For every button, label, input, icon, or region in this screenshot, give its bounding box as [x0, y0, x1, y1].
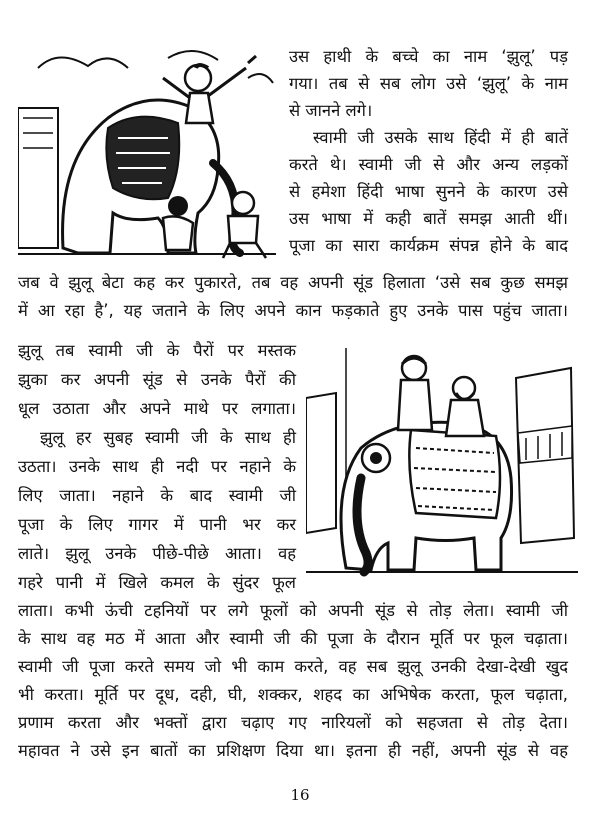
- text-line: में आ रहा है’, यह जताने के लिए अपने कान फड़काते हुए उनके पास पहुंच जाता।: [18, 301, 568, 320]
- text-line: लिए जाता। नहाने के बाद स्वामी जी: [18, 486, 296, 505]
- text-line: झुलू तब स्वामी जी के पैरों पर मस्तक: [18, 341, 296, 360]
- text-line: लाता। कभी ऊंची टहनियों पर लगे फूलों को अपनी सूंड से तोड़ लेता। स्वामी जी: [18, 601, 568, 620]
- text-line: प्रणाम करता और भक्तों द्वारा चढ़ाए गए नारियलों को सहजता से तोड़ देता।: [18, 713, 568, 732]
- text-line: झुलू हर सुबह स्वामी जी के साथ ही: [40, 428, 296, 447]
- text-line: पूजा के लिए गागर में पानी भर कर: [18, 515, 296, 534]
- text-line: लाते। झुलू उनके पीछे-पीछे आता। वह: [18, 544, 296, 563]
- page-number: 16: [290, 786, 310, 804]
- text-line: के साथ वह मठ में आता और स्वामी जी की पूजा के दौरान मूर्ति पर फूल चढ़ाता।: [18, 629, 568, 648]
- text-line: उस भाषा में कही बातें समझ आती थीं।: [289, 209, 568, 228]
- text-line: महावत ने उसे इन बातों का प्रशिक्षण दिया था। इतना ही नहीं, अपनी सूंड से वह: [18, 741, 568, 760]
- text-line: करते थे। स्वामी जी से और अन्य लड़कों: [289, 155, 568, 174]
- text-line: उठता। उनके साथ ही नदी पर नहाने के: [18, 457, 296, 476]
- text-line: जब वे झुलू बेटा कह कर पुकारते, तब वह अपनी सूंड हिलाता ‘उसे सब कुछ समझ: [18, 273, 568, 292]
- text-line: पूजा का सारा कार्यक्रम संपन्न होने के बाद: [289, 236, 568, 255]
- decorated-elephant-street-illustration: [306, 338, 578, 578]
- text-line: उस हाथी के बच्चे का नाम ‘झुलू’ पड़: [289, 47, 568, 66]
- text-line: से जानने लगे।: [289, 101, 373, 120]
- text-line: स्वामी जी उसके साथ हिंदी में ही बातें: [313, 128, 568, 147]
- elephant-with-children-illustration: [18, 38, 276, 260]
- text-line: भी करता। मूर्ति पर दूध, दही, घी, शक्कर, शहद का अभिषेक करता, फूल चढ़ाता,: [18, 685, 568, 704]
- text-line: झुका कर अपनी सूंड से उनके पैरों की: [18, 370, 296, 389]
- text-line: गया। तब से सब लोग उसे ‘झुलू’ के नाम: [289, 74, 568, 93]
- text-line: धूल उठाता और अपने माथे पर लगाता।: [18, 399, 296, 418]
- text-line: गहरे पानी में खिले कमल के सुंदर फूल: [18, 573, 296, 592]
- text-line: से हमेशा हिंदी भाषा सुनने के कारण उसे: [289, 182, 568, 201]
- text-line: स्वामी जी पूजा करते समय जो भी काम करते, वह सब झुलू उनकी देखा-देखी खुद: [18, 657, 568, 676]
